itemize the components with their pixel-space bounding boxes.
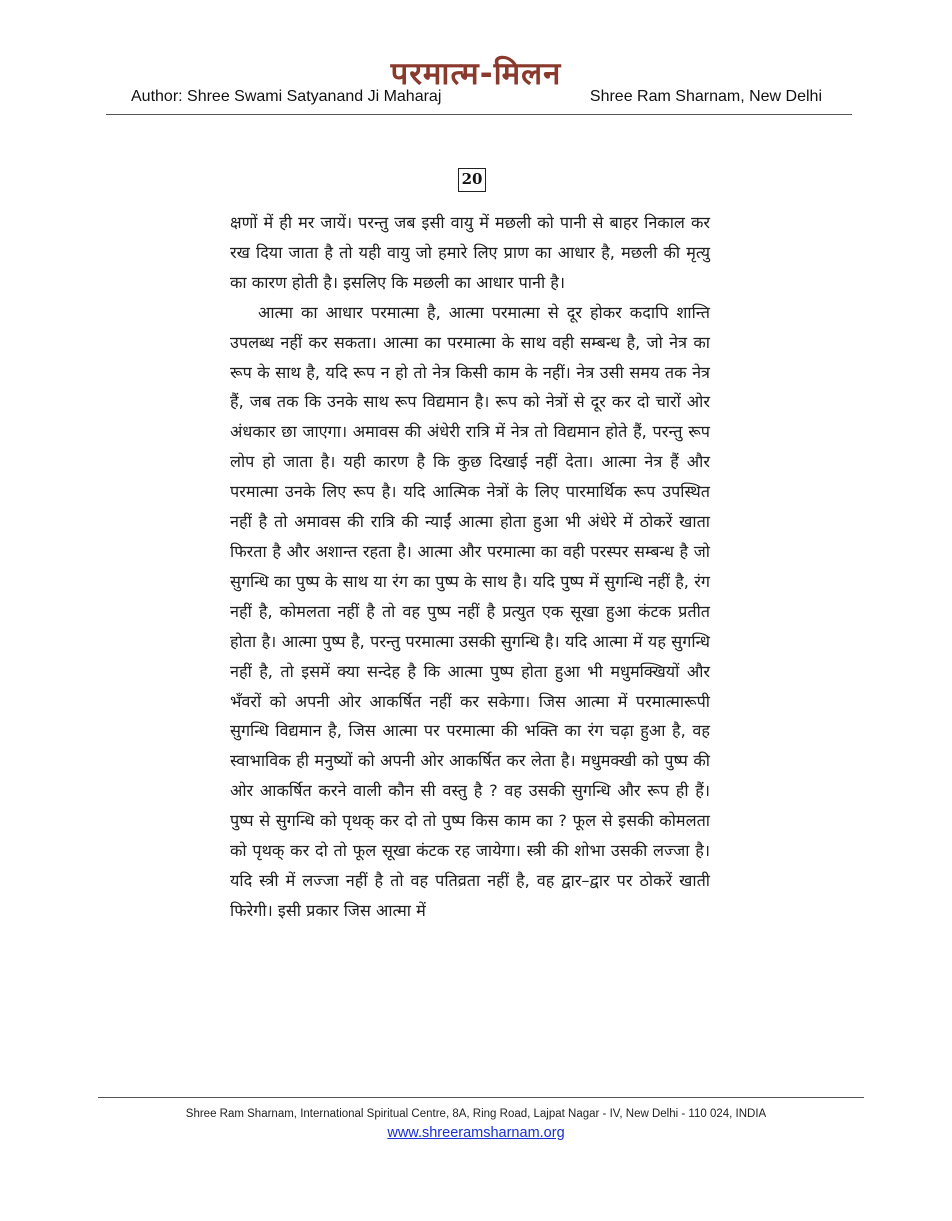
book-title: परमात्म-मिलन — [390, 56, 562, 92]
website-link[interactable]: www.shreeramsharnam.org — [387, 1125, 565, 1141]
paragraph: क्षणों में ही मर जायें। परन्तु जब इसी वायु में मछली को पानी से बाहर निकाल कर रख दिया जाता है तो यही वायु जो हमारे लिए प्राण का आधार है, मछली की मृत्यु का कारण होती है। इसलिए कि मछली का आधार पानी है। — [230, 213, 710, 292]
author-line: Author: Shree Swami Satyanand Ji Maharaj — [131, 88, 442, 105]
publisher-line: Shree Ram Sharnam, New Delhi — [589, 88, 822, 105]
page-number: 20 — [458, 168, 486, 192]
page-body — [230, 208, 710, 926]
header-divider — [106, 114, 852, 115]
footer-divider — [98, 1097, 864, 1098]
footer-address: Shree Ram Sharnam, International Spiritual Centre, 8A, Ring Road, Lajpat Nagar - IV, New Delhi - 110 024, INDIA — [185, 1108, 767, 1120]
paragraph: आत्मा का आधार परमात्मा है, आत्मा परमात्मा से दूर होकर कदापि शान्ति उपलब्ध नहीं कर सकता। आत्मा का परमात्मा के साथ वही सम्बन्ध है, जो नेत्र का रूप के साथ है, यदि रूप न हो तो नेत्र किसी काम के नहीं। नेत्र उसी समय तक नेत्र हैं, जब तक कि उनके साथ रूप विद्यमान है। रूप को नेत्रों से दूर कर दो चारों ओर अंधकार छा जाएगा। अमावस की अंधेरी रात्रि में नेत्र तो विद्यमान होते हैं, परन्तु रूप लोप हो जाता है। यही कारण है कि कुछ दिखाई नहीं देता। आत्मा नेत्र हैं और परमात्मा उनके लिए रूप है। यदि आत्मिक नेत्रों के लिए पारमार्थिक रूप उपस्थित नहीं है तो अमावस की रात्रि की न्याईं आत्मा होता हुआ भी अंधेरे में ठोकरें खाता फिरता है और अशान्त रहता है। आत्मा और परमात्मा का वही परस्पर सम्बन्ध है जो सुगन्धि का पुष्प के साथ या रंग का पुष्प के साथ है। यदि पुष्प में सुगन्धि नहीं है, रंग नहीं है, कोमलता नहीं है तो वह पुष्प नहीं है प्रत्युत एक सूखा हुआ कंटक प्रतीत होता है। आत्मा पुष्प है, परन्तु परमात्मा उसकी सुगन्धि है। यदि आत्मा में यह सुगन्धि नहीं है, तो इसमें क्या सन्देह है कि आत्मा पुष्प होता हुआ भी मधुमक्खियों और भँवरों को अपनी ओर आकर्षित नहीं कर सकेगा। जिस आत्मा में परमात्मारूपी सुगन्धि विद्यमान है, जिस आत्मा पर परमात्मा की भक्ति का रंग चढ़ा हुआ है, वह स्वाभाविक ही मनुष्यों को अपनी ओर आकर्षित कर लेता है। मधुमक्खी को पुष्प की ओर आकर्षित करने वाली कौन सी वस्तु है ? वह उसकी सुगन्धि और रूप ही हैं। पुष्प से सुगन्धि को पृथक् कर दो तो पुष्प किस काम का ? फूल से इसकी कोमलता को पृथक् कर दो तो फूल सूखा कंटक रह जायेगा। स्त्री की शोभा उसकी लज्जा है। यदि स्त्री में लज्जा नहीं है तो वह पतिव्रता नहीं है, वह द्वार–द्वार पर ठोकरें खाती फिरेगी। इसी प्रकार जिस आत्मा में — [230, 302, 710, 920]
